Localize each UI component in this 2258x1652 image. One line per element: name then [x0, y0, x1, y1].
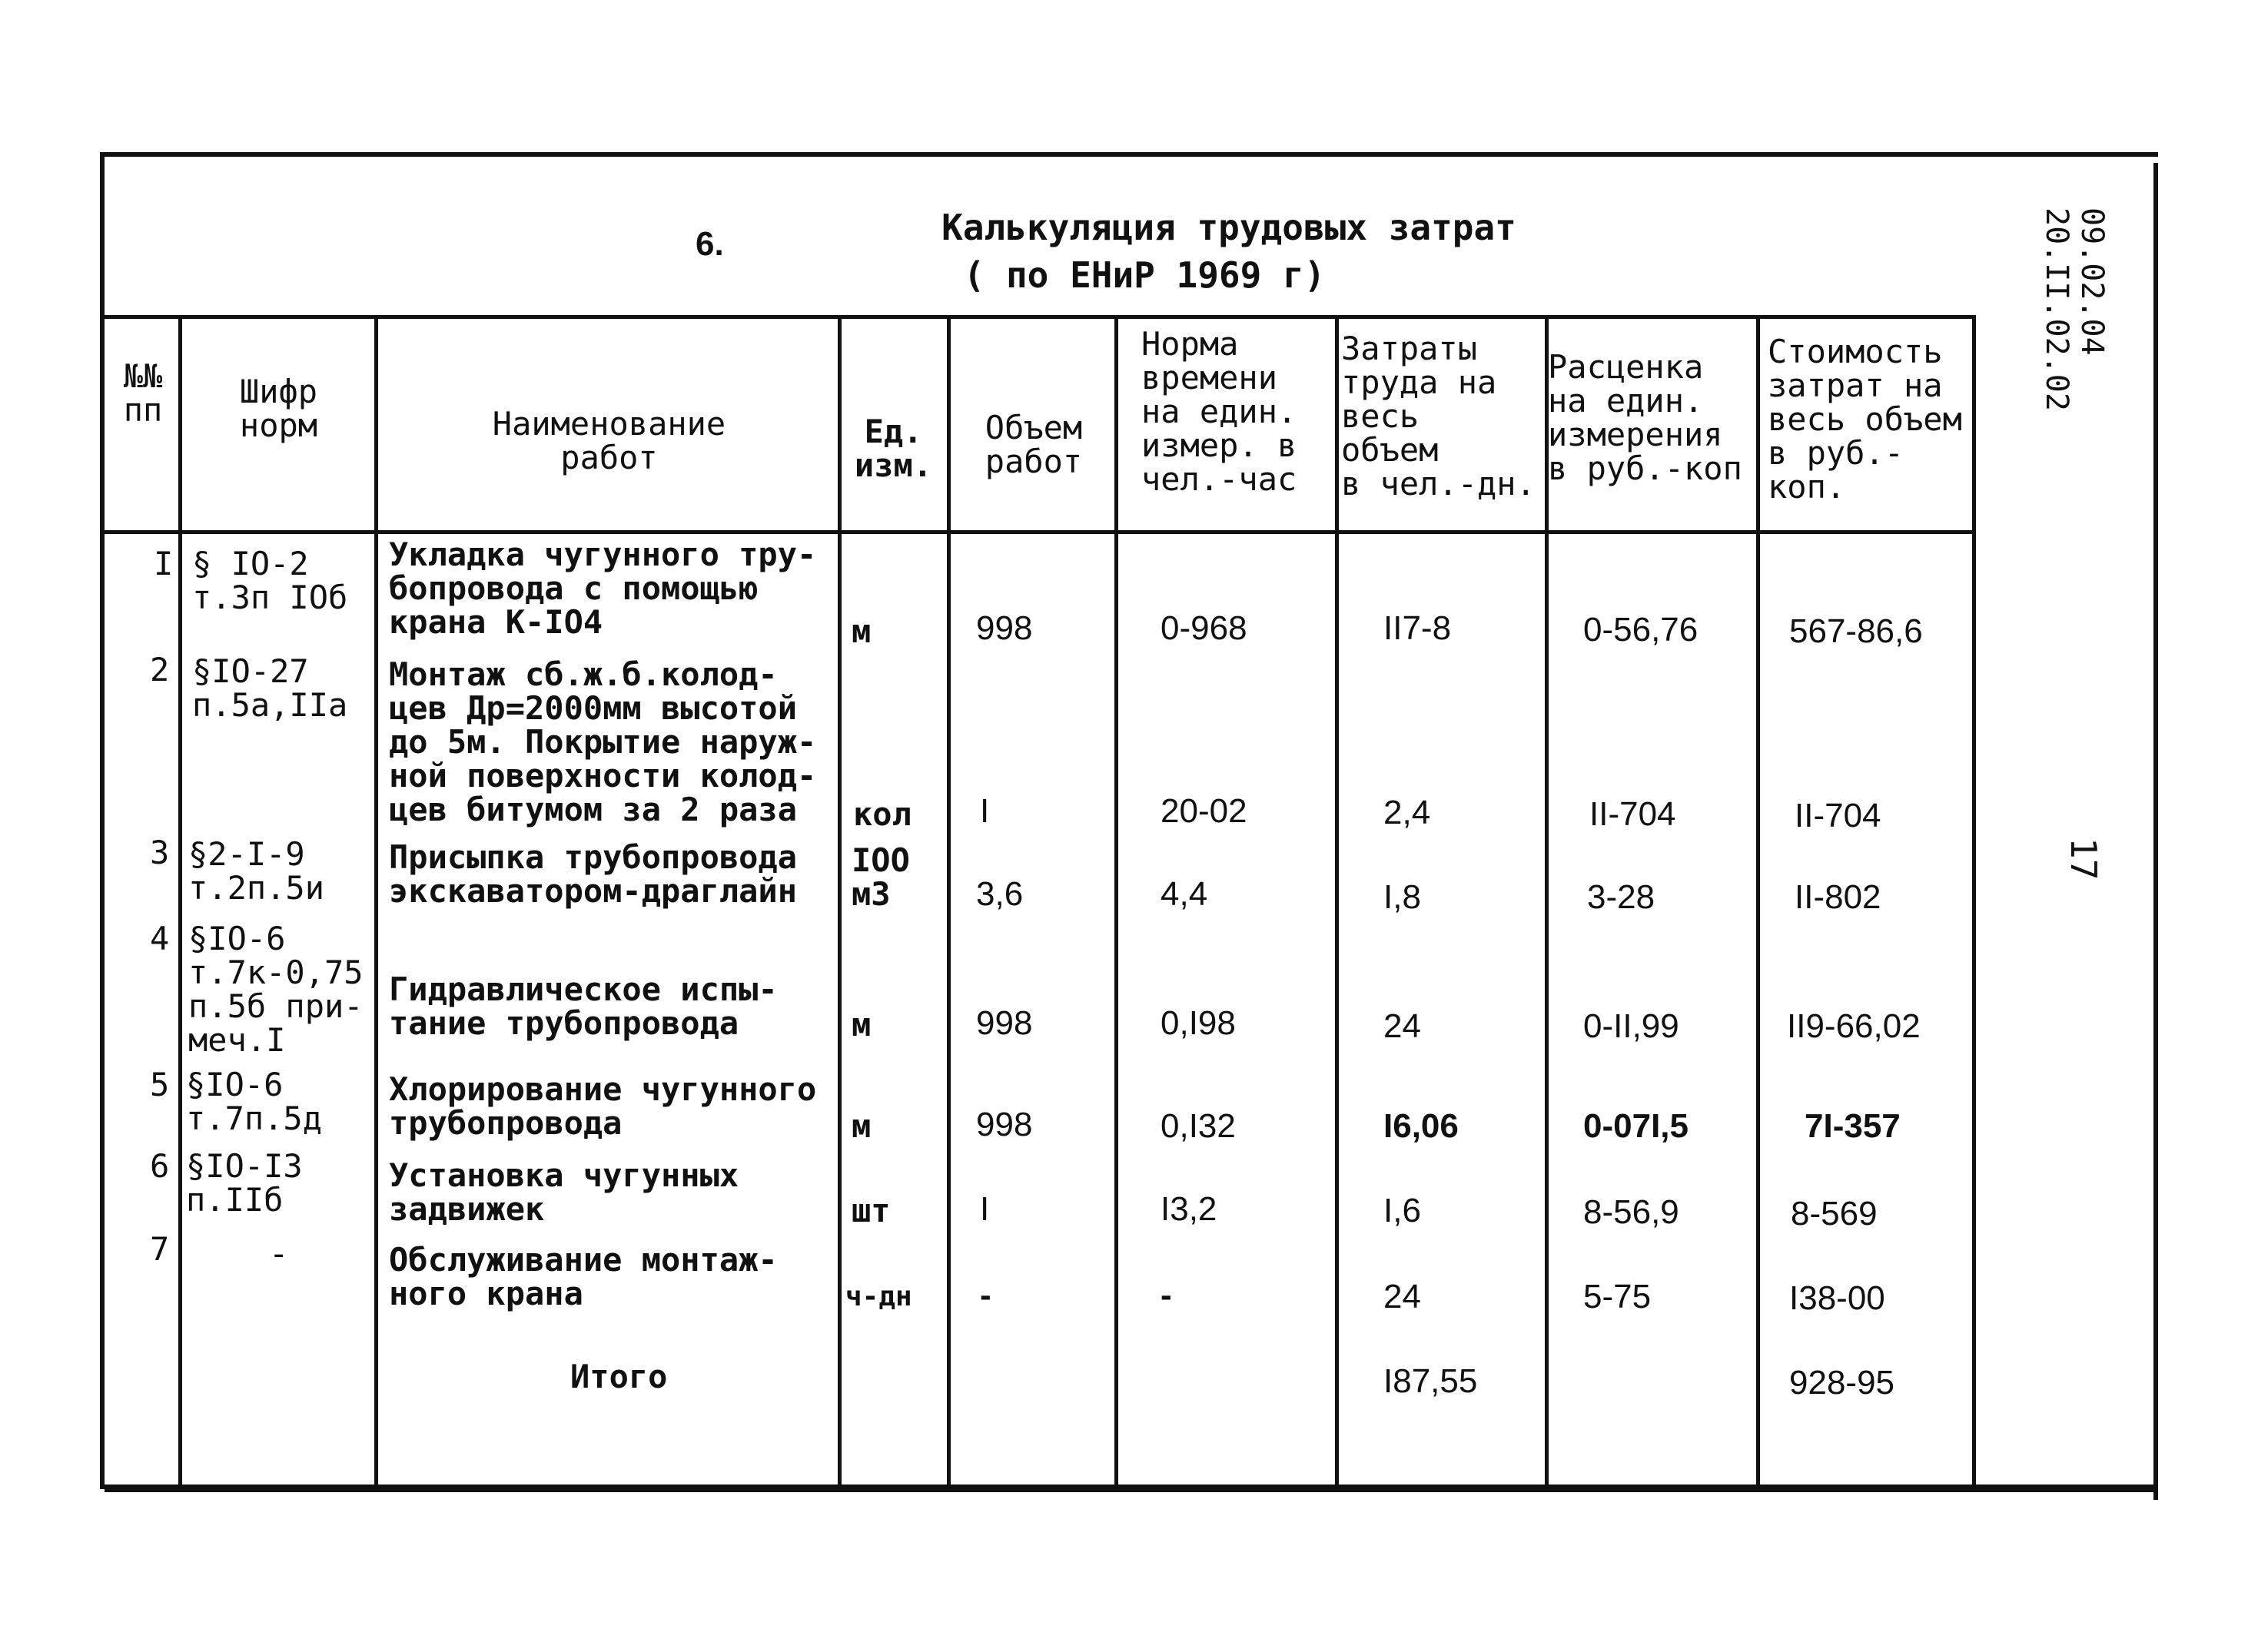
header-norm: Норма времени на един. измер. в чел.-час	[1141, 325, 1297, 498]
col-line-8	[1756, 317, 1760, 1491]
row-labor: II7-8	[1383, 609, 1452, 647]
row-num: 6	[150, 1147, 170, 1185]
row-cost: 8-569	[1791, 1195, 1878, 1232]
row-norm: 0,I32	[1161, 1107, 1236, 1145]
row-norm: 0-968	[1161, 609, 1247, 647]
row-code: -	[269, 1235, 289, 1272]
row-volume: I	[980, 1190, 990, 1228]
header-unit: Ед. изм.	[854, 413, 933, 484]
row-cost: II9-66,02	[1787, 1007, 1921, 1045]
title-line-1: Калькуляция трудовых затрат	[941, 207, 1516, 248]
row-name: Гидравлическое испы- тание трубопровода	[389, 970, 778, 1042]
row-num: 5	[150, 1066, 170, 1103]
col-line-6	[1335, 317, 1339, 1491]
row-rate: 0-07I,5	[1583, 1107, 1689, 1145]
row-num: I	[154, 545, 174, 582]
row-norm: 20-02	[1161, 792, 1247, 830]
row-volume: -	[980, 1276, 991, 1314]
row-labor: 24	[1383, 1278, 1421, 1315]
frame-right-border	[2153, 163, 2158, 1500]
row-rate: II-704	[1589, 795, 1676, 833]
row-norm: 0,I98	[1161, 1004, 1236, 1042]
row-labor: I,6	[1383, 1192, 1421, 1229]
total-cost: 928-95	[1789, 1364, 1895, 1402]
row-unit: м	[852, 1107, 872, 1145]
row-num: 3	[150, 834, 170, 871]
header-bottom-rule	[105, 530, 1976, 534]
row-labor: 24	[1383, 1007, 1421, 1045]
row-num: 4	[150, 920, 170, 957]
row-name: Установка чугунных задвижек	[389, 1156, 739, 1228]
header-cost: Стоимость затрат на весь объем в руб.- коп.	[1768, 333, 1962, 506]
row-cost: II-704	[1795, 797, 1881, 834]
col-line-2	[374, 317, 378, 1491]
header-rate: Расценка на един. измерения в руб.-коп	[1548, 348, 1742, 487]
row-name: Укладка чугунного тру- бопровода с помощью крана К-IO4	[389, 536, 817, 641]
row-volume: 998	[976, 1004, 1033, 1042]
total-label: Итого	[570, 1358, 668, 1395]
header-top-rule	[105, 315, 1976, 319]
row-code: §2-I-9 т.2п.5и	[188, 835, 325, 907]
row-rate: 0-II,99	[1583, 1007, 1679, 1045]
header-volume: Объем работ	[985, 409, 1083, 480]
col-line-9	[1972, 317, 1976, 1491]
row-volume: 3,6	[976, 875, 1024, 913]
row-cost: 567-86,6	[1789, 612, 1923, 650]
row-unit: шт	[852, 1192, 891, 1229]
row-code: §IO-I3 п.IIб	[186, 1147, 303, 1219]
row-labor: I6,06	[1383, 1107, 1459, 1145]
row-name: Хлорирование чугунного трубопровода	[389, 1070, 817, 1142]
col-line-4	[947, 317, 951, 1491]
side-code-1: 09.02.04	[2074, 207, 2110, 356]
row-num: 2	[150, 651, 170, 688]
col-line-3	[838, 317, 842, 1491]
page-number: 17	[2063, 838, 2104, 881]
row-name: Монтаж сб.ж.б.колод- цев Др=2000мм высотой до 5м. Покрытие наруж- ной поверхности колод- цев битумом за 2 раза	[389, 655, 817, 828]
row-name: Обслуживание монтаж- ного крана	[389, 1241, 778, 1312]
header-name: Наименование работ	[492, 405, 726, 476]
row-num: 7	[150, 1230, 170, 1268]
title-line-2: ( по ЕНиР 1969 г)	[963, 254, 1326, 296]
row-code: § IO-2 т.3п IOб	[192, 545, 348, 616]
row-norm: 4,4	[1161, 875, 1208, 913]
row-code: §IO-6 т.7п.5д	[186, 1066, 323, 1137]
row-volume: 998	[976, 1106, 1033, 1143]
row-unit: м	[852, 1006, 872, 1043]
row-unit: ч-дн	[845, 1281, 912, 1312]
title-number: 6.	[696, 225, 724, 263]
row-norm: -	[1161, 1276, 1172, 1314]
row-rate: 0-56,76	[1583, 611, 1698, 649]
row-rate: 3-28	[1587, 878, 1655, 916]
header-num: №№ пп	[123, 357, 163, 429]
row-norm: I3,2	[1161, 1190, 1217, 1228]
row-unit: IOO м3	[852, 841, 910, 913]
col-line-7	[1545, 317, 1549, 1491]
row-cost: II-802	[1795, 878, 1881, 916]
row-unit: кол	[853, 795, 912, 833]
row-unit: м	[852, 612, 872, 650]
row-volume: I	[980, 792, 990, 830]
row-volume: 998	[976, 609, 1033, 647]
row-rate: 5-75	[1583, 1278, 1652, 1315]
row-cost: 7I-357	[1805, 1107, 1901, 1145]
row-code: §IO-6 т.7к-0,75 п.5б при- меч.I	[188, 920, 364, 1059]
row-labor: I,8	[1383, 878, 1421, 916]
row-rate: 8-56,9	[1583, 1193, 1679, 1231]
header-labor: Затраты труда на весь объем в чел.-дн.	[1341, 330, 1536, 503]
header-code: Шифр норм	[239, 373, 318, 444]
frame-bottom-border	[105, 1488, 2158, 1492]
side-code-2: 20.II.02.02	[2039, 207, 2074, 411]
row-cost: I38-00	[1789, 1279, 1885, 1317]
col-line-5	[1114, 317, 1118, 1491]
side-document-code	[2039, 207, 2110, 411]
col-line-1	[178, 317, 182, 1491]
document-title	[0, 204, 2258, 299]
row-labor: 2,4	[1383, 794, 1431, 831]
row-name: Присыпка трубопровода экскаватором-драглайн	[389, 838, 798, 910]
total-labor: I87,55	[1383, 1362, 1478, 1400]
row-code: §IO-27 п.5а,IIа	[192, 652, 348, 724]
